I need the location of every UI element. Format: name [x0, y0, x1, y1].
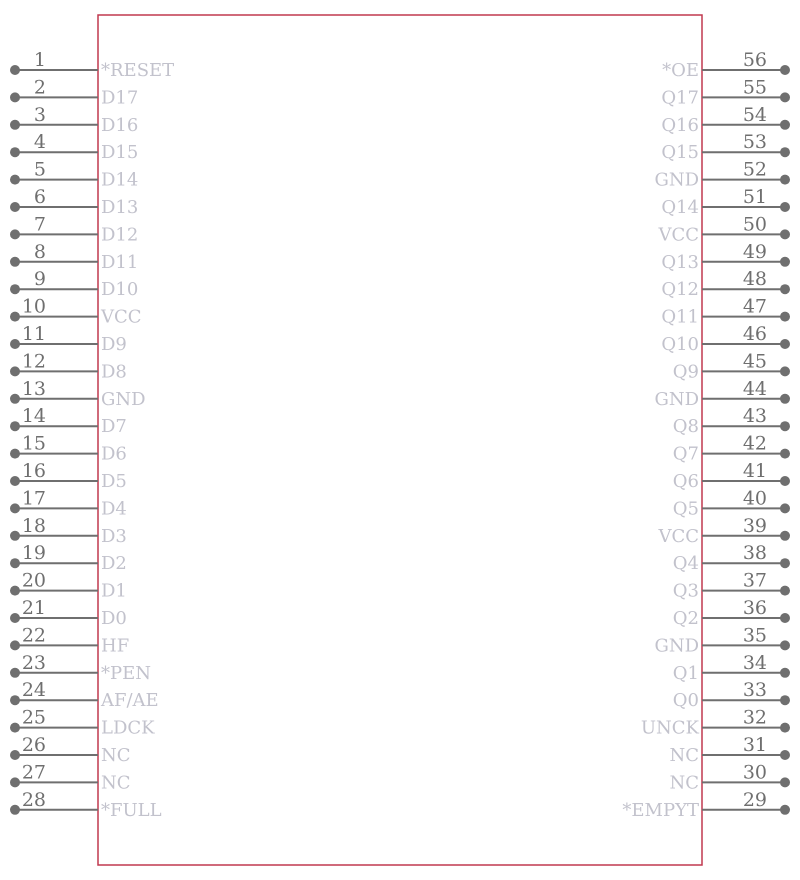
pin-endpoint-dot[interactable]	[780, 312, 790, 322]
pin-8	[10, 241, 138, 273]
pin-number: 22	[21, 624, 46, 647]
pin-name: Q10	[661, 334, 699, 355]
pin-name: Q11	[661, 306, 699, 328]
pin-32	[641, 707, 790, 739]
pin-name: Q3	[672, 580, 699, 602]
pin-endpoint-dot[interactable]	[780, 805, 790, 815]
ic-body-outline	[98, 15, 702, 865]
pin-3	[10, 104, 138, 136]
pin-number: 30	[742, 761, 767, 784]
pin-name: D9	[101, 334, 127, 355]
pin-number: 24	[21, 679, 46, 702]
pin-number: 8	[33, 240, 46, 263]
pin-number: 21	[21, 597, 46, 619]
pin-endpoint-dot[interactable]	[780, 284, 790, 294]
pin-number: 44	[742, 377, 767, 400]
pin-number: 56	[742, 49, 767, 71]
pin-name: D17	[101, 87, 139, 109]
pin-7	[10, 213, 138, 245]
pin-35	[654, 624, 790, 656]
pin-43	[673, 405, 790, 437]
pin-name: D13	[101, 197, 139, 218]
pin-number: 7	[33, 213, 46, 236]
pin-number: 17	[21, 487, 46, 510]
pin-name: D10	[101, 279, 139, 301]
pin-number: 38	[742, 542, 767, 565]
pin-name: VCC	[658, 525, 699, 547]
pin-endpoint-dot[interactable]	[780, 394, 790, 404]
pin-45	[673, 350, 790, 382]
pin-name: GND	[654, 169, 699, 191]
pin-name: D4	[101, 498, 127, 520]
pin-endpoint-dot[interactable]	[780, 750, 790, 760]
pin-name: D6	[101, 443, 127, 465]
pin-54	[661, 104, 790, 136]
pin-name: NC	[669, 745, 699, 766]
pin-42	[673, 433, 790, 465]
pin-41	[673, 460, 790, 492]
pin-endpoint-dot[interactable]	[10, 202, 20, 212]
pin-name: Q16	[661, 114, 699, 136]
pin-endpoint-dot[interactable]	[10, 284, 20, 294]
pin-40	[673, 487, 790, 519]
pin-name: D7	[101, 416, 127, 438]
pin-33	[673, 679, 790, 711]
pin-number: 45	[742, 350, 767, 373]
pin-number: 25	[21, 706, 46, 729]
right-pin-column	[622, 49, 790, 821]
pin-name: Q4	[672, 553, 699, 575]
pin-name: *EMPYT	[622, 799, 699, 821]
pin-number: 33	[742, 679, 767, 702]
pin-endpoint-dot[interactable]	[780, 257, 790, 267]
pin-endpoint-dot[interactable]	[780, 586, 790, 596]
pin-31	[669, 734, 790, 766]
pin-number: 50	[742, 213, 767, 236]
pin-number: 36	[742, 597, 767, 619]
pin-number: 29	[742, 788, 767, 811]
pin-number: 41	[742, 460, 767, 482]
pin-number: 12	[21, 350, 46, 373]
pin-endpoint-dot[interactable]	[10, 531, 20, 541]
pin-endpoint-dot[interactable]	[10, 805, 20, 815]
pin-endpoint-dot[interactable]	[10, 613, 20, 623]
pin-number: 49	[742, 240, 767, 263]
pin-endpoint-dot[interactable]	[780, 531, 790, 541]
pin-28	[10, 789, 162, 821]
pin-name: D2	[101, 553, 127, 575]
pin-number: 52	[742, 158, 767, 181]
pin-47	[661, 296, 790, 328]
pin-endpoint-dot[interactable]	[780, 695, 790, 705]
pin-name: D0	[101, 608, 127, 629]
pin-endpoint-dot[interactable]	[10, 366, 20, 376]
pin-endpoint-dot[interactable]	[10, 120, 20, 130]
pin-endpoint-dot[interactable]	[10, 92, 20, 102]
pin-name: Q17	[661, 87, 699, 109]
pin-29	[622, 789, 790, 821]
pin-number: 40	[742, 487, 767, 510]
pin-endpoint-dot[interactable]	[10, 421, 20, 431]
pin-endpoint-dot[interactable]	[10, 750, 20, 760]
pin-name: Q12	[661, 279, 699, 301]
pin-name: Q15	[661, 142, 699, 164]
pin-number: 16	[21, 460, 46, 482]
pin-50	[657, 213, 790, 245]
pin-name: *FULL	[101, 799, 162, 821]
pin-name: D16	[101, 114, 139, 136]
pin-number: 11	[21, 323, 46, 345]
pin-name: HF	[101, 635, 130, 657]
pin-endpoint-dot[interactable]	[780, 613, 790, 623]
pin-name: Q0	[672, 690, 699, 712]
pin-37	[673, 570, 790, 602]
pin-number: 54	[742, 103, 767, 126]
pin-name: D14	[101, 169, 139, 191]
pin-name: VCC	[658, 224, 699, 246]
pin-endpoint-dot[interactable]	[10, 668, 20, 678]
pin-number: 42	[742, 432, 767, 455]
pin-number: 18	[21, 514, 46, 537]
pin-5	[10, 159, 138, 191]
pin-name: Q6	[672, 471, 699, 492]
pin-endpoint-dot[interactable]	[780, 558, 790, 568]
pin-endpoint-dot[interactable]	[10, 449, 20, 459]
pin-endpoint-dot[interactable]	[780, 175, 790, 185]
pin-endpoint-dot[interactable]	[780, 449, 790, 459]
pin-number: 3	[33, 103, 46, 126]
pin-name: NC	[101, 772, 131, 794]
pin-number: 26	[21, 734, 46, 756]
pin-endpoint-dot[interactable]	[780, 339, 790, 349]
pin-number: 27	[21, 761, 46, 784]
pin-endpoint-dot[interactable]	[780, 65, 790, 75]
pin-52	[654, 159, 790, 191]
pin-name: GND	[101, 388, 146, 410]
pin-49	[661, 241, 790, 273]
pin-number: 23	[21, 651, 46, 674]
pin-46	[661, 323, 790, 355]
pin-name: Q9	[672, 361, 699, 383]
pin-endpoint-dot[interactable]	[10, 640, 20, 650]
pin-56	[662, 49, 790, 81]
pin-name: D11	[101, 251, 139, 273]
pin-endpoint-dot[interactable]	[780, 476, 790, 486]
pin-name: GND	[654, 635, 699, 657]
pin-name: D3	[101, 525, 127, 547]
pin-name: AF/AE	[101, 690, 159, 712]
pin-number: 46	[742, 323, 767, 345]
pin-number: 13	[21, 377, 46, 400]
pin-endpoint-dot[interactable]	[780, 120, 790, 130]
pin-6	[10, 186, 138, 218]
pin-name: Q13	[661, 251, 699, 273]
pin-name: GND	[654, 388, 699, 410]
pin-endpoint-dot[interactable]	[10, 312, 20, 322]
pin-endpoint-dot[interactable]	[10, 229, 20, 239]
pin-endpoint-dot[interactable]	[10, 558, 20, 568]
pin-number: 6	[33, 186, 46, 208]
pin-name: D1	[101, 580, 127, 602]
pin-number: 28	[21, 788, 46, 811]
pin-endpoint-dot[interactable]	[780, 723, 790, 733]
pin-number: 1	[33, 49, 46, 71]
pin-name: *OE	[662, 60, 699, 81]
pin-name: D5	[101, 471, 127, 492]
pin-name: Q8	[672, 416, 699, 438]
pin-number: 35	[742, 624, 767, 647]
pin-name: *PEN	[101, 662, 152, 684]
pin-number: 31	[742, 734, 767, 756]
pin-endpoint-dot[interactable]	[10, 147, 20, 157]
pin-number: 19	[21, 542, 46, 565]
pin-name: D15	[101, 142, 139, 164]
pin-number: 2	[33, 76, 46, 99]
pin-48	[661, 268, 790, 300]
pin-name: Q2	[672, 608, 699, 629]
pin-30	[669, 761, 790, 793]
pin-name: Q1	[672, 662, 699, 684]
pin-number: 53	[742, 131, 767, 154]
pin-endpoint-dot[interactable]	[10, 777, 20, 787]
pin-endpoint-dot[interactable]	[10, 257, 20, 267]
pin-number: 34	[742, 651, 767, 674]
pin-number: 14	[21, 405, 46, 428]
pin-name: UNCK	[640, 717, 699, 739]
pin-endpoint-dot[interactable]	[780, 202, 790, 212]
pin-number: 48	[742, 268, 767, 291]
pin-endpoint-dot[interactable]	[10, 476, 20, 486]
pin-endpoint-dot[interactable]	[780, 640, 790, 650]
pin-34	[673, 652, 790, 684]
pin-endpoint-dot[interactable]	[10, 503, 20, 513]
pin-number: 43	[742, 405, 767, 428]
pin-4	[10, 131, 138, 163]
pin-endpoint-dot[interactable]	[780, 503, 790, 513]
pin-endpoint-dot[interactable]	[10, 339, 20, 349]
pin-number: 37	[742, 569, 767, 592]
pin-endpoint-dot[interactable]	[780, 229, 790, 239]
pin-number: 20	[21, 569, 46, 592]
pin-endpoint-dot[interactable]	[780, 366, 790, 376]
pin-name: D12	[101, 224, 139, 246]
pin-number: 32	[742, 706, 767, 729]
pin-name: Q14	[661, 197, 699, 218]
pin-51	[661, 186, 790, 218]
pin-name: D8	[101, 361, 127, 383]
pin-endpoint-dot[interactable]	[10, 723, 20, 733]
pin-endpoint-dot[interactable]	[10, 65, 20, 75]
pin-39	[657, 515, 790, 547]
pin-38	[673, 542, 790, 574]
pin-name: Q5	[672, 498, 699, 520]
pin-number: 47	[742, 295, 767, 318]
pin-number: 10	[21, 295, 46, 318]
pin-2	[10, 76, 138, 108]
pin-endpoint-dot[interactable]	[780, 147, 790, 157]
pin-endpoint-dot[interactable]	[10, 695, 20, 705]
pin-number: 9	[33, 268, 46, 291]
pin-number: 15	[21, 432, 46, 455]
pin-endpoint-dot[interactable]	[10, 175, 20, 185]
left-pin-column	[10, 49, 174, 821]
pin-55	[661, 76, 790, 108]
pin-endpoint-dot[interactable]	[780, 668, 790, 678]
pin-name: NC	[669, 772, 699, 794]
pin-number: 39	[742, 514, 767, 537]
pin-endpoint-dot[interactable]	[10, 394, 20, 404]
pin-name: LDCK	[101, 717, 155, 739]
pin-endpoint-dot[interactable]	[780, 421, 790, 431]
pin-number: 4	[33, 131, 46, 154]
pin-endpoint-dot[interactable]	[10, 586, 20, 596]
pin-endpoint-dot[interactable]	[780, 777, 790, 787]
pin-name: *RESET	[101, 60, 175, 81]
pin-endpoint-dot[interactable]	[780, 92, 790, 102]
pin-number: 55	[742, 76, 767, 99]
pin-number: 5	[33, 158, 46, 181]
pin-name: Q7	[672, 443, 699, 465]
pin-number: 51	[742, 186, 767, 208]
pin-53	[661, 131, 790, 163]
pin-44	[654, 378, 790, 410]
pin-name: NC	[101, 745, 131, 766]
pin-name: VCC	[101, 306, 142, 328]
pin-36	[673, 597, 790, 629]
